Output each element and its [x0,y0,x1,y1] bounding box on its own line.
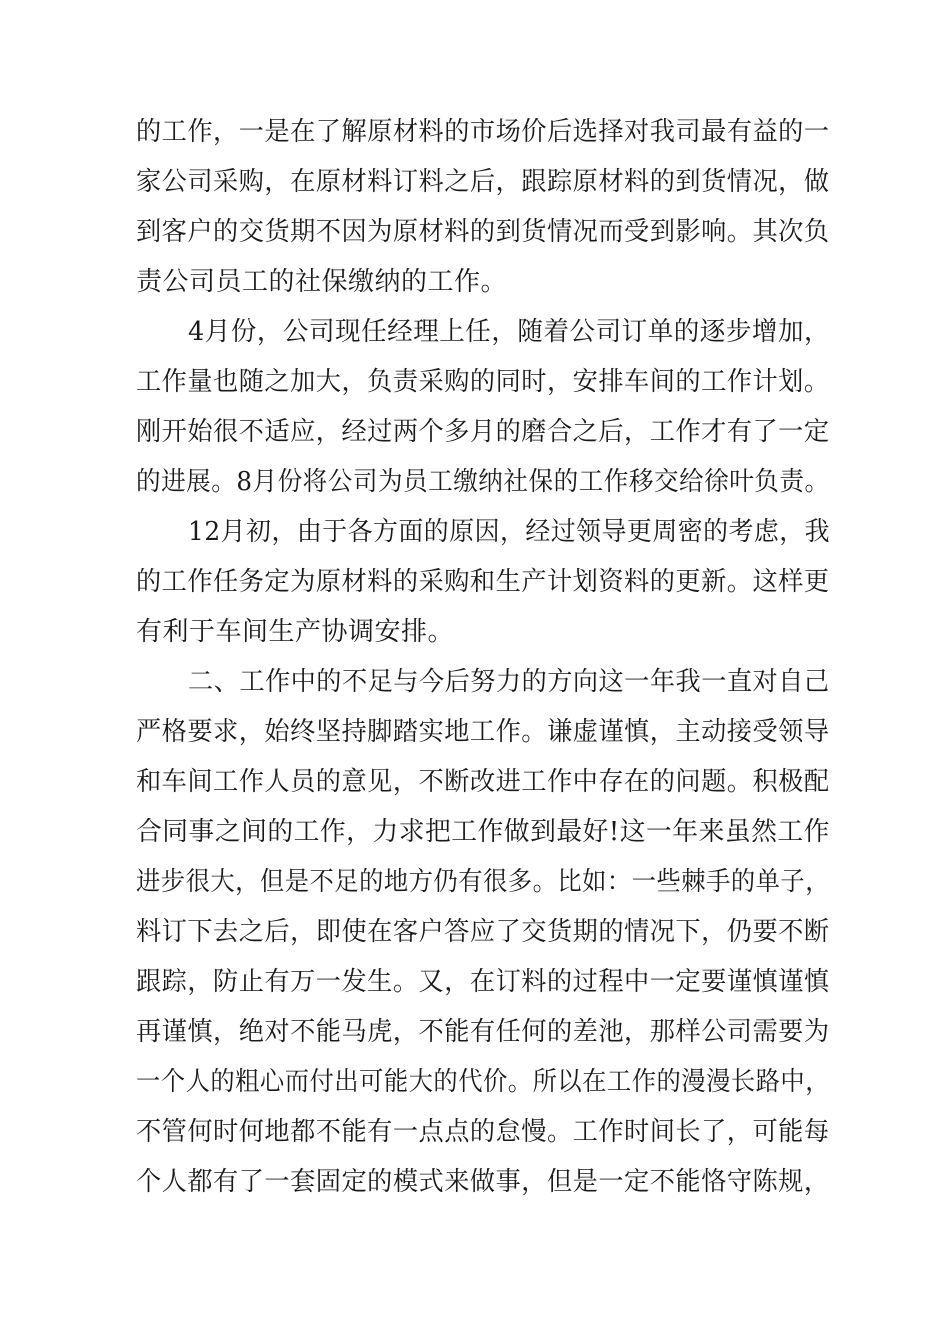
text-line: 家公司采购，在原材料订料之后，跟踪原材料的到货情况，做 [136,167,830,197]
text-line: 的工作，一是在了解原材料的市场价后选择对我司最有益的一 [136,117,830,147]
text-line: 跟踪，防止有万一发生。又，在订料的过程中一定要谨慎谨慎 [136,967,830,997]
text-line: 不管何时何地都不能有一点点的怠慢。工作时间长了，可能每 [136,1117,830,1147]
text-line-paragraph-start: 4月份，公司现任经理上任，随着公司订单的逐步增加， [188,317,831,347]
text-line: 的工作任务定为原材料的采购和生产计划资料的更新。这样更 [136,567,830,597]
text-line: 进步很大，但是不足的地方仍有很多。比如：一些棘手的单子， [136,867,831,897]
text-line-paragraph-start: 12月初，由于各方面的原因，经过领导更周密的考虑，我 [188,517,831,547]
text-line: 合同事之间的工作，力求把工作做到最好!这一年来虽然工作 [136,817,830,847]
text-line: 严格要求，始终坚持脚踏实地工作。谦虚谨慎，主动接受领导 [136,717,830,747]
text-line: 和车间工作人员的意见，不断改进工作中存在的问题。积极配 [136,767,830,797]
text-line: 有利于车间生产协调安排。 [136,617,455,647]
text-line: 刚开始很不适应，经过两个多月的磨合之后，工作才有了一定 [136,417,830,447]
text-line: 料订下去之后，即使在客户答应了交货期的情况下，仍要不断 [136,917,830,947]
text-line: 一个人的粗心而付出可能大的代价。所以在工作的漫漫长路中， [136,1067,831,1097]
text-line: 到客户的交货期不因为原材料的到货情况而受到影响。其次负 [136,217,830,247]
text-line: 责公司员工的社保缴纳的工作。 [136,267,508,297]
text-line: 个人都有了一套固定的模式来做事，但是一定不能恪守陈规， [136,1167,830,1197]
text-line: 的进展。8月份将公司为员工缴纳社保的工作移交给徐叶负责。 [136,467,830,497]
text-line: 工作量也随之加大，负责采购的同时，安排车间的工作计划。 [136,367,830,397]
text-line: 再谨慎，绝对不能马虎，不能有任何的差池，那样公司需要为 [136,1017,830,1047]
text-line-paragraph-start: 二、工作中的不足与今后努力的方向这一年我一直对自己 [188,667,830,697]
